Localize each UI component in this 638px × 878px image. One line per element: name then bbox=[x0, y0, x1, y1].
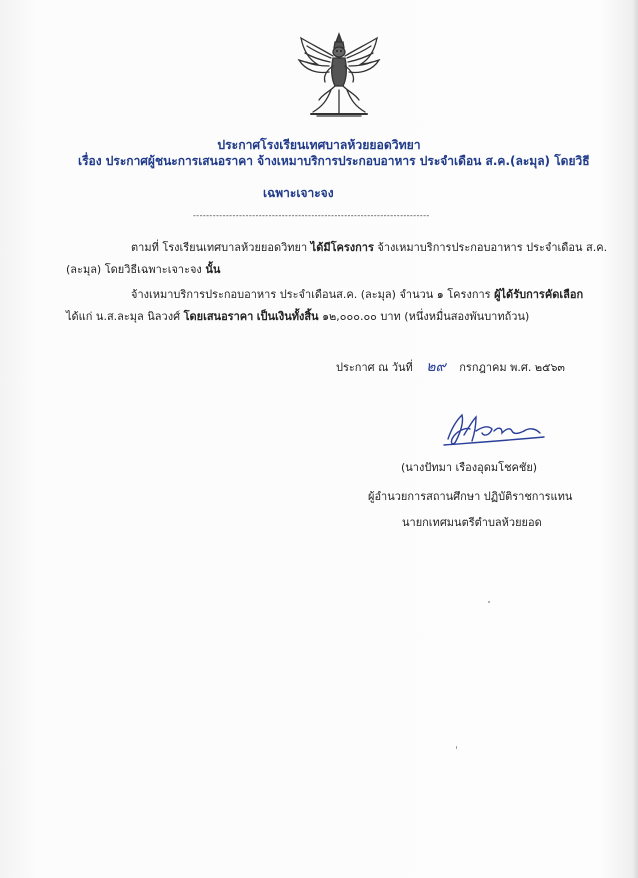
signatory-position-continued: นายกเทศมนตรีตำบลห้วยยอด bbox=[402, 516, 542, 529]
text-run: ตามที่ โรงเรียนเทศบาลห้วยยอดวิทยา bbox=[131, 241, 308, 254]
subject-line: เรื่อง ประกาศผู้ชนะการเสนอราคา จ้างเหมาบริการประกอบอาหาร ประจำเดือน ส.ค.(ละมุล) โดยวิธี bbox=[78, 154, 590, 168]
announcement-date bbox=[336, 356, 565, 378]
text-run: จ้างเหมาบริการประกอบอาหาร ประจำเดือน ส.ค. bbox=[377, 241, 608, 254]
subject-line-continued: เฉพาะเจาะจง bbox=[263, 186, 334, 200]
date-month-year: กรกฎาคม พ.ศ. ๒๕๖๓ bbox=[459, 361, 565, 374]
paragraph-2-line-1 bbox=[131, 285, 583, 303]
handwritten-signature bbox=[440, 405, 550, 455]
handwritten-day: ๒๙ bbox=[426, 359, 446, 375]
signatory-name: (นางปัทมา เรืองอุดมโชคชัย) bbox=[401, 461, 538, 474]
text-run: ๑๒,๐๐๐.๐๐ บาท (หนึ่งหมื่นสองพันบาทถ้วน) bbox=[322, 310, 530, 323]
signatory-position: ผู้อำนวยการสถานศึกษา ปฏิบัติราชการแทน bbox=[368, 490, 573, 503]
text-run-bold: ได้มีโครงการ bbox=[310, 241, 374, 254]
text-run: จ้างเหมาบริการประกอบอาหาร ประจำเดือนส.ค. (ละมุล) จำนวน ๑ โครงการ bbox=[131, 288, 491, 301]
scan-speck bbox=[456, 746, 457, 749]
document-title: ประกาศโรงเรียนเทศบาลห้วยยอดวิทยา bbox=[217, 138, 421, 152]
paragraph-1-line-2 bbox=[66, 260, 220, 278]
paragraph-1-line-1 bbox=[131, 238, 607, 256]
text-run-bold: นั้น bbox=[205, 263, 221, 276]
section-divider: ------------------------------------------------------------------------ bbox=[193, 211, 430, 220]
text-run-bold: เป็นเงินทั้งสิ้น bbox=[256, 310, 319, 323]
text-run: ได้แก่ น.ส.ละมุล นิลวงศ์ bbox=[66, 310, 181, 323]
text-run-bold: โดยเสนอราคา bbox=[183, 310, 254, 323]
paragraph-2-line-2 bbox=[66, 307, 529, 325]
text-run-bold: ผู้ได้รับการคัดเลือก bbox=[494, 288, 584, 301]
garuda-emblem bbox=[293, 30, 385, 120]
date-prefix: ประกาศ ณ วันที่ bbox=[336, 361, 413, 374]
scan-speck bbox=[488, 601, 490, 603]
page-edge-shadow bbox=[632, 0, 638, 878]
text-run: (ละมุล) โดยวิธีเฉพาะเจาะจง bbox=[66, 263, 202, 276]
